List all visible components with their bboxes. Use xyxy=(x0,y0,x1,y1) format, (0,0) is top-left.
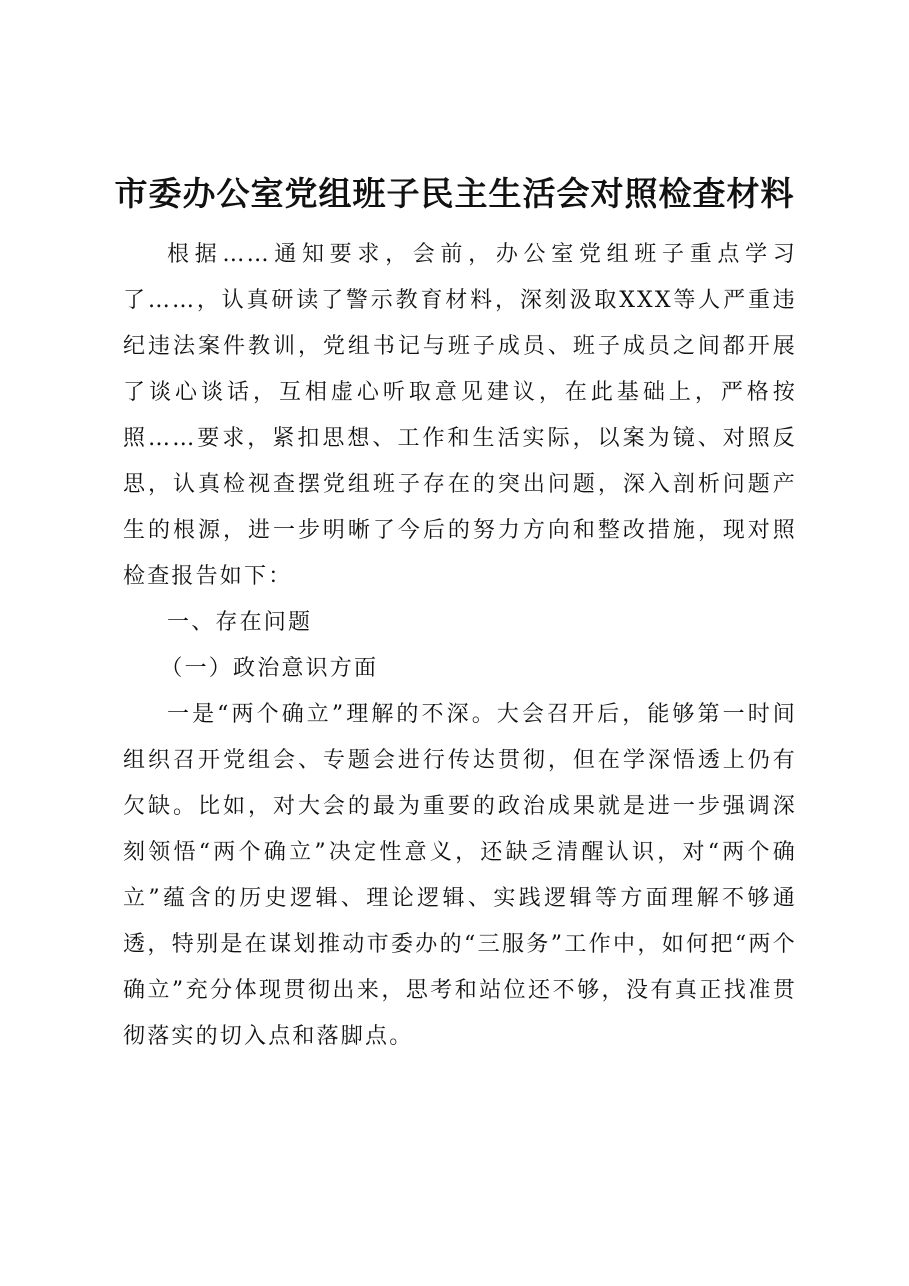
document-body xyxy=(123,232,797,1060)
document-title: 市委办公室党组班子民主生活会对照检查材料 xyxy=(114,174,795,213)
section-heading: 一、存在问题 xyxy=(167,610,313,635)
subsection-heading: （一）政治意识方面 xyxy=(160,656,379,681)
intro-paragraph: 根据……通知要求，会前，办公室党组班子重点学习了……，认真研读了警示教育材料，深刻汲取XXX等人严重违纪违法案件教训，党组书记与班子成员、班子成员之间都开展了谈心谈话，互相虚心听取意见建议，在此基础上，严格按照……要求，紧扣思想、工作和生活实际，以案为镜、对照反思，认真检视查摆党组班子存在的突出问题，深入剖析问题产生的根源，进一步明晰了今后的努力方向和整改措施，现对照检查报告如下： xyxy=(123,242,797,589)
point-paragraph: 一是“两个确立”理解的不深。大会召开后，能够第一时间组织召开党组会、专题会进行传达贯彻，但在学深悟透上仍有欠缺。比如，对大会的最为重要的政治成果就是进一步强调深刻领悟“两个确立”决定性意义，还缺乏清醒认识，对“两个确立”蕴含的历史逻辑、理论逻辑、实践逻辑等方面理解不够通透，特别是在谋划推动市委办的“三服务”工作中，如何把“两个确立”充分体现贯彻出来，思考和站位还不够，没有真正找准贯彻落实的切入点和落脚点。 xyxy=(123,702,797,1049)
